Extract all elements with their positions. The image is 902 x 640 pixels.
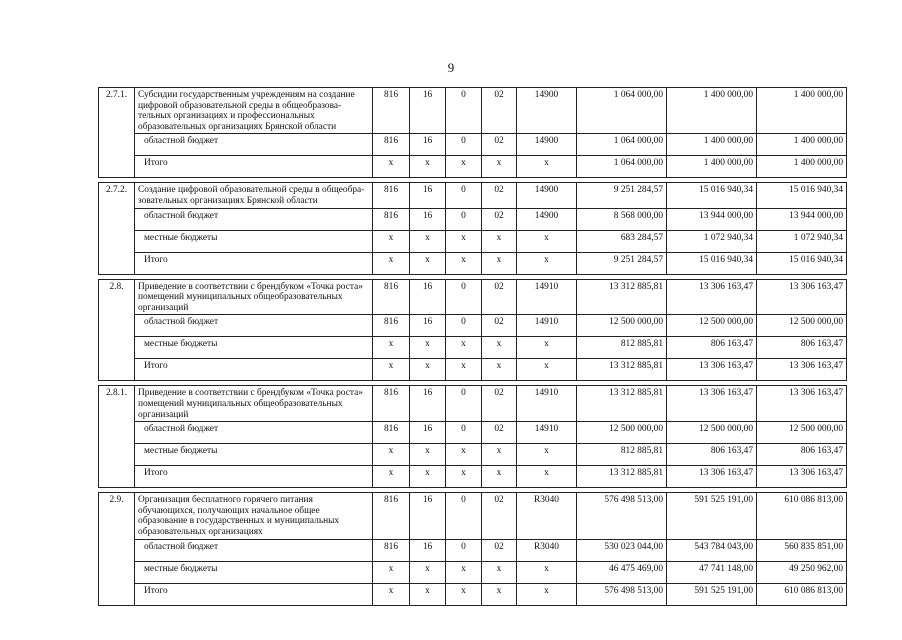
code-cell-c2: x bbox=[410, 359, 446, 381]
code-cell-c2: x bbox=[410, 444, 446, 466]
amount-cell-v1: 8 568 000,00 bbox=[577, 208, 667, 230]
amount-cell-v2: 13 944 000,00 bbox=[667, 208, 757, 230]
amount-cell-v2: 1 400 000,00 bbox=[667, 134, 757, 156]
table-row bbox=[99, 386, 847, 422]
item-number: 2.7.2. bbox=[99, 183, 135, 274]
code-cell-c5: 14910 bbox=[517, 315, 577, 337]
code-cell-c2: 16 bbox=[410, 422, 446, 444]
amount-cell-v3: 610 086 813,00 bbox=[757, 493, 847, 539]
code-cell-c3: x bbox=[446, 466, 482, 488]
amount-cell-v2: 13 306 163,47 bbox=[667, 386, 757, 422]
code-cell-c5: x bbox=[517, 230, 577, 252]
code-cell-c5: x bbox=[517, 359, 577, 381]
amount-cell-v2: 591 525 191,00 bbox=[667, 493, 757, 539]
code-cell-c3: 0 bbox=[446, 208, 482, 230]
amount-cell-v2: 806 163,47 bbox=[667, 337, 757, 359]
code-cell-c5: x bbox=[517, 337, 577, 359]
amount-cell-v2: 1 072 940,34 bbox=[667, 230, 757, 252]
amount-cell-v2: 13 306 163,47 bbox=[667, 279, 757, 315]
code-cell-c3: x bbox=[446, 583, 482, 605]
code-cell-c3: x bbox=[446, 230, 482, 252]
table-row bbox=[99, 183, 847, 208]
code-cell-c5: 14900 bbox=[517, 134, 577, 156]
code-cell-c1: 816 bbox=[373, 422, 410, 444]
item-subrow-label: областной бюджет bbox=[135, 422, 373, 444]
code-cell-c5: R3040 bbox=[517, 493, 577, 539]
amount-cell-v1: 1 064 000,00 bbox=[577, 156, 667, 178]
code-cell-c1: 816 bbox=[373, 493, 410, 539]
item-subrow-label: областной бюджет bbox=[135, 134, 373, 156]
table-row bbox=[99, 359, 847, 381]
item-title: Создание цифровой образовательной среды в общеобра-зовательных организациях Брянской области bbox=[135, 183, 373, 208]
code-cell-c2: 16 bbox=[410, 386, 446, 422]
item-subrow-label: местные бюджеты bbox=[135, 337, 373, 359]
code-cell-c3: x bbox=[446, 561, 482, 583]
table-row bbox=[99, 279, 847, 315]
amount-cell-v3: 12 500 000,00 bbox=[757, 315, 847, 337]
code-cell-c1: x bbox=[373, 230, 410, 252]
amount-cell-v3: 610 086 813,00 bbox=[757, 583, 847, 605]
amount-cell-v1: 683 284,57 bbox=[577, 230, 667, 252]
code-cell-c1: 816 bbox=[373, 386, 410, 422]
item-subrow-label: Итого bbox=[135, 156, 373, 178]
item-subrow-label: Итого bbox=[135, 252, 373, 274]
code-cell-c1: x bbox=[373, 444, 410, 466]
amount-cell-v3: 49 250 962,00 bbox=[757, 561, 847, 583]
code-cell-c1: x bbox=[373, 252, 410, 274]
amount-cell-v3: 13 944 000,00 bbox=[757, 208, 847, 230]
code-cell-c1: x bbox=[373, 583, 410, 605]
table-row bbox=[99, 561, 847, 583]
code-cell-c3: x bbox=[446, 337, 482, 359]
amount-cell-v1: 1 064 000,00 bbox=[577, 88, 667, 134]
item-subrow-label: Итого bbox=[135, 583, 373, 605]
code-cell-c1: 816 bbox=[373, 315, 410, 337]
amount-cell-v1: 12 500 000,00 bbox=[577, 422, 667, 444]
amount-cell-v2: 12 500 000,00 bbox=[667, 315, 757, 337]
item-number: 2.7.1. bbox=[99, 88, 135, 178]
code-cell-c2: 16 bbox=[410, 208, 446, 230]
code-cell-c5: 14910 bbox=[517, 386, 577, 422]
code-cell-c5: x bbox=[517, 583, 577, 605]
code-cell-c5: x bbox=[517, 561, 577, 583]
amount-cell-v1: 13 312 885,81 bbox=[577, 359, 667, 381]
amount-cell-v2: 15 016 940,34 bbox=[667, 252, 757, 274]
code-cell-c4: 02 bbox=[482, 88, 517, 134]
code-cell-c3: 0 bbox=[446, 279, 482, 315]
item-subrow-label: местные бюджеты bbox=[135, 230, 373, 252]
code-cell-c2: x bbox=[410, 252, 446, 274]
amount-cell-v3: 13 306 163,47 bbox=[757, 386, 847, 422]
amount-cell-v3: 1 072 940,34 bbox=[757, 230, 847, 252]
code-cell-c4: 02 bbox=[482, 539, 517, 561]
table-row bbox=[99, 337, 847, 359]
code-cell-c2: 16 bbox=[410, 315, 446, 337]
item-title: Приведение в соответствии с брендбуком «Точка роста» помещений муниципальных общеобразовательных организаций bbox=[135, 279, 373, 315]
item-title: Организация бесплатного горячего питания обучающихся, получающих начальное общее образование в государственных и муниципальных образовательных организациях bbox=[135, 493, 373, 539]
code-cell-c3: x bbox=[446, 252, 482, 274]
amount-cell-v1: 12 500 000,00 bbox=[577, 315, 667, 337]
page-number: 9 bbox=[447, 60, 455, 75]
code-cell-c3: x bbox=[446, 444, 482, 466]
code-cell-c4: 02 bbox=[482, 386, 517, 422]
amount-cell-v1: 13 312 885,81 bbox=[577, 386, 667, 422]
item-subrow-label: местные бюджеты bbox=[135, 561, 373, 583]
amount-cell-v2: 15 016 940,34 bbox=[667, 183, 757, 208]
table-body bbox=[99, 88, 847, 606]
code-cell-c1: x bbox=[373, 156, 410, 178]
table-row bbox=[99, 422, 847, 444]
table-row bbox=[99, 156, 847, 178]
code-cell-c1: 816 bbox=[373, 208, 410, 230]
code-cell-c2: 16 bbox=[410, 134, 446, 156]
code-cell-c4: 02 bbox=[482, 493, 517, 539]
code-cell-c2: x bbox=[410, 561, 446, 583]
table-row bbox=[99, 230, 847, 252]
code-cell-c5: 14900 bbox=[517, 208, 577, 230]
code-cell-c3: 0 bbox=[446, 386, 482, 422]
amount-cell-v3: 13 306 163,47 bbox=[757, 279, 847, 315]
code-cell-c1: 816 bbox=[373, 88, 410, 134]
amount-cell-v2: 12 500 000,00 bbox=[667, 422, 757, 444]
code-cell-c2: 16 bbox=[410, 493, 446, 539]
amount-cell-v3: 13 306 163,47 bbox=[757, 466, 847, 488]
code-cell-c1: 816 bbox=[373, 279, 410, 315]
code-cell-c2: 16 bbox=[410, 279, 446, 315]
code-cell-c4: x bbox=[482, 444, 517, 466]
code-cell-c4: x bbox=[482, 337, 517, 359]
code-cell-c2: x bbox=[410, 583, 446, 605]
code-cell-c4: x bbox=[482, 466, 517, 488]
code-cell-c5: x bbox=[517, 444, 577, 466]
amount-cell-v2: 47 741 148,00 bbox=[667, 561, 757, 583]
code-cell-c4: x bbox=[482, 156, 517, 178]
code-cell-c1: 816 bbox=[373, 183, 410, 208]
amount-cell-v1: 812 885,81 bbox=[577, 337, 667, 359]
code-cell-c4: x bbox=[482, 359, 517, 381]
code-cell-c5: 14910 bbox=[517, 422, 577, 444]
amount-cell-v3: 13 306 163,47 bbox=[757, 359, 847, 381]
code-cell-c4: 02 bbox=[482, 183, 517, 208]
code-cell-c4: 02 bbox=[482, 279, 517, 315]
code-cell-c5: 14910 bbox=[517, 279, 577, 315]
code-cell-c3: 0 bbox=[446, 183, 482, 208]
amount-cell-v2: 1 400 000,00 bbox=[667, 156, 757, 178]
amount-cell-v3: 12 500 000,00 bbox=[757, 422, 847, 444]
amount-cell-v2: 13 306 163,47 bbox=[667, 466, 757, 488]
code-cell-c3: 0 bbox=[446, 422, 482, 444]
code-cell-c4: x bbox=[482, 561, 517, 583]
code-cell-c4: x bbox=[482, 252, 517, 274]
table-row bbox=[99, 88, 847, 134]
item-subrow-label: Итого bbox=[135, 466, 373, 488]
code-cell-c1: x bbox=[373, 561, 410, 583]
amount-cell-v3: 1 400 000,00 bbox=[757, 88, 847, 134]
code-cell-c3: x bbox=[446, 359, 482, 381]
amount-cell-v2: 1 400 000,00 bbox=[667, 88, 757, 134]
amount-cell-v1: 1 064 000,00 bbox=[577, 134, 667, 156]
code-cell-c5: 14900 bbox=[517, 183, 577, 208]
amount-cell-v2: 543 784 043,00 bbox=[667, 539, 757, 561]
amount-cell-v1: 46 475 469,00 bbox=[577, 561, 667, 583]
code-cell-c3: 0 bbox=[446, 134, 482, 156]
table-row bbox=[99, 539, 847, 561]
amount-cell-v1: 13 312 885,81 bbox=[577, 279, 667, 315]
item-number: 2.9. bbox=[99, 493, 135, 605]
code-cell-c4: x bbox=[482, 583, 517, 605]
amount-cell-v3: 560 835 851,00 bbox=[757, 539, 847, 561]
amount-cell-v3: 15 016 940,34 bbox=[757, 183, 847, 208]
amount-cell-v1: 9 251 284,57 bbox=[577, 183, 667, 208]
code-cell-c2: x bbox=[410, 337, 446, 359]
item-subrow-label: областной бюджет bbox=[135, 315, 373, 337]
code-cell-c1: 816 bbox=[373, 539, 410, 561]
amount-cell-v1: 812 885,81 bbox=[577, 444, 667, 466]
table-row bbox=[99, 583, 847, 605]
amount-cell-v1: 576 498 513,00 bbox=[577, 493, 667, 539]
amount-cell-v2: 591 525 191,00 bbox=[667, 583, 757, 605]
code-cell-c2: 16 bbox=[410, 88, 446, 134]
amount-cell-v3: 1 400 000,00 bbox=[757, 134, 847, 156]
amount-cell-v1: 576 498 513,00 bbox=[577, 583, 667, 605]
table-row bbox=[99, 252, 847, 274]
item-number: 2.8.1. bbox=[99, 386, 135, 488]
code-cell-c2: 16 bbox=[410, 539, 446, 561]
table-row bbox=[99, 208, 847, 230]
amount-cell-v2: 806 163,47 bbox=[667, 444, 757, 466]
table-row bbox=[99, 315, 847, 337]
code-cell-c3: 0 bbox=[446, 539, 482, 561]
code-cell-c2: 16 bbox=[410, 183, 446, 208]
code-cell-c4: 02 bbox=[482, 422, 517, 444]
code-cell-c1: 816 bbox=[373, 134, 410, 156]
table-row bbox=[99, 466, 847, 488]
item-subrow-label: областной бюджет bbox=[135, 539, 373, 561]
amount-cell-v2: 13 306 163,47 bbox=[667, 359, 757, 381]
code-cell-c2: x bbox=[410, 156, 446, 178]
amount-cell-v3: 1 400 000,00 bbox=[757, 156, 847, 178]
code-cell-c4: 02 bbox=[482, 315, 517, 337]
item-subrow-label: областной бюджет bbox=[135, 208, 373, 230]
code-cell-c5: R3040 bbox=[517, 539, 577, 561]
amount-cell-v1: 530 023 044,00 bbox=[577, 539, 667, 561]
item-number: 2.8. bbox=[99, 279, 135, 381]
item-subrow-label: местные бюджеты bbox=[135, 444, 373, 466]
code-cell-c3: 0 bbox=[446, 493, 482, 539]
amount-cell-v3: 806 163,47 bbox=[757, 337, 847, 359]
table-row bbox=[99, 134, 847, 156]
code-cell-c5: 14900 bbox=[517, 88, 577, 134]
code-cell-c4: x bbox=[482, 230, 517, 252]
code-cell-c3: x bbox=[446, 156, 482, 178]
code-cell-c3: 0 bbox=[446, 88, 482, 134]
amount-cell-v1: 13 312 885,81 bbox=[577, 466, 667, 488]
budget-table bbox=[98, 87, 847, 606]
amount-cell-v3: 15 016 940,34 bbox=[757, 252, 847, 274]
item-title: Приведение в соответствии с брендбуком «Точка роста» помещений муниципальных общеобразовательных организаций bbox=[135, 386, 373, 422]
table-row bbox=[99, 493, 847, 539]
code-cell-c2: x bbox=[410, 230, 446, 252]
code-cell-c3: 0 bbox=[446, 315, 482, 337]
code-cell-c1: x bbox=[373, 337, 410, 359]
code-cell-c5: x bbox=[517, 156, 577, 178]
code-cell-c5: x bbox=[517, 252, 577, 274]
item-subrow-label: Итого bbox=[135, 359, 373, 381]
item-title: Субсидии государственным учреждениям на создание цифровой образовательной среды в общеобразова-тельных организациях и профессиональных образовательных организациях Брянской области bbox=[135, 88, 373, 134]
code-cell-c1: x bbox=[373, 359, 410, 381]
code-cell-c4: 02 bbox=[482, 208, 517, 230]
amount-cell-v1: 9 251 284,57 bbox=[577, 252, 667, 274]
code-cell-c4: 02 bbox=[482, 134, 517, 156]
code-cell-c5: x bbox=[517, 466, 577, 488]
code-cell-c1: x bbox=[373, 466, 410, 488]
code-cell-c2: x bbox=[410, 466, 446, 488]
amount-cell-v3: 806 163,47 bbox=[757, 444, 847, 466]
table-row bbox=[99, 444, 847, 466]
